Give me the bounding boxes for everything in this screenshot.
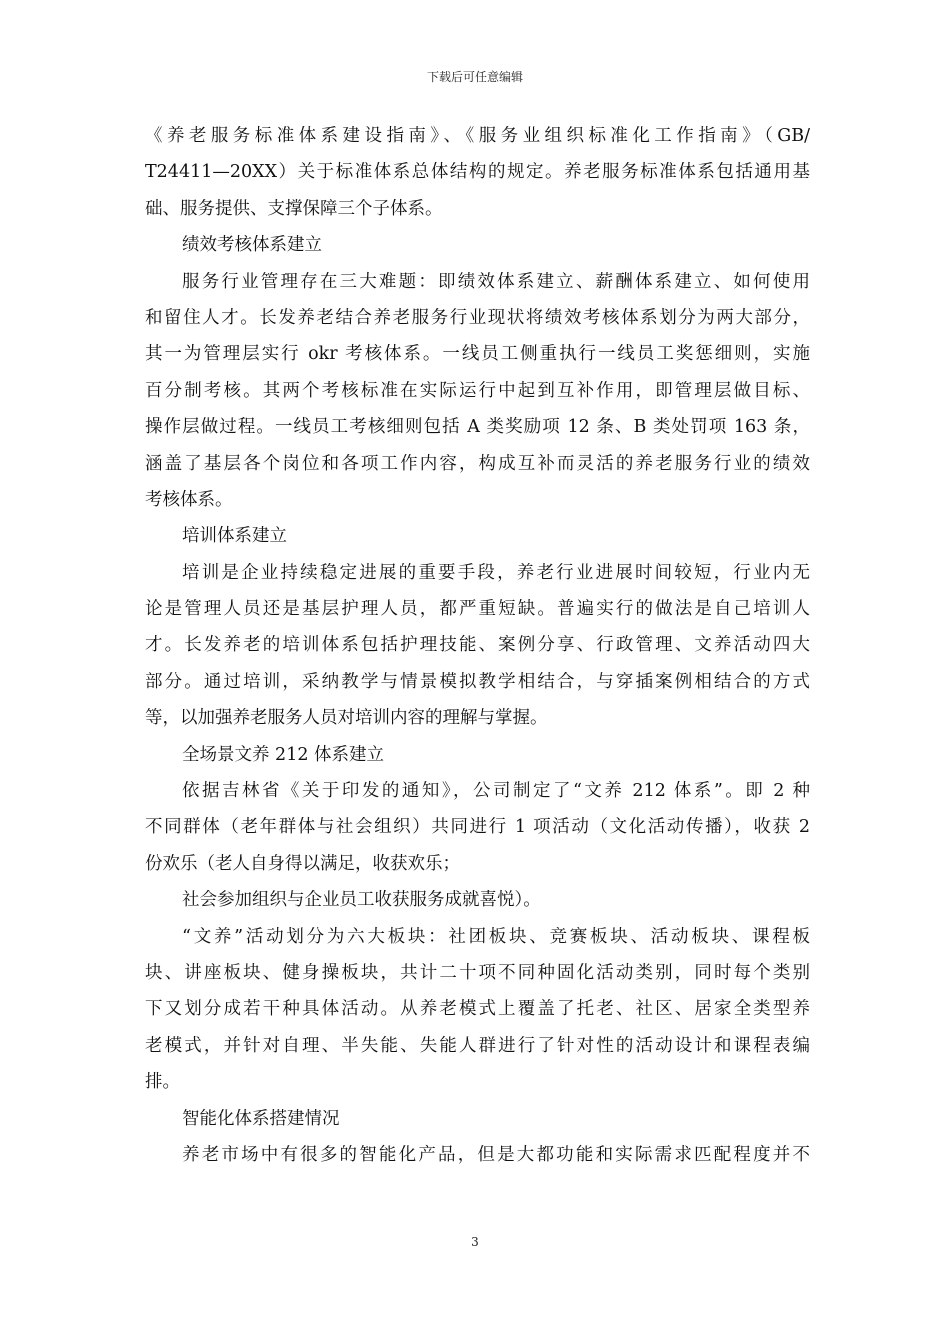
paragraph-line: 涵盖了基层各个岗位和各项工作内容，构成互补而灵活的养老服务行业的绩效 — [145, 453, 810, 474]
section-heading: 绩效考核体系建立 — [182, 235, 322, 256]
section-heading: 智能化体系搭建情况 — [182, 1108, 340, 1129]
paragraph-line: 《养老服务标准体系建设指南》、《服务业组织标准化工作指南》（GB/ — [145, 126, 810, 146]
paragraph-line: 养老市场中有很多的智能化产品，但是大都功能和实际需求匹配程度并不 — [182, 1144, 810, 1165]
paragraph — [145, 773, 810, 882]
document-body — [145, 118, 810, 1173]
paragraph-line: 部分。通过培训，采纳教学与情景模拟教学相结合，与穿插案例相结合的方式 — [145, 671, 810, 692]
section-heading: 全场景文养 212 体系建立 — [182, 744, 385, 765]
paragraph-line: 考核体系。 — [145, 489, 233, 510]
paragraph-line: 服务行业管理存在三大难题：即绩效体系建立、薪酬体系建立、如何使用 — [182, 271, 810, 292]
paragraph-line: 才。长发养老的培训体系包括护理技能、案例分享、行政管理、文养活动四大 — [145, 635, 810, 656]
paragraph-line: 不同群体（老年群体与社会组织）共同进行 1 项活动（文化活动传播），收获 2 — [145, 817, 810, 838]
paragraph — [145, 264, 810, 519]
paragraph-line: 块、讲座板块、健身操板块，共计二十项不同种固化活动类别，同时每个类别 — [145, 962, 810, 983]
page-number: 3 — [471, 1235, 479, 1249]
paragraph-line: T24411—20XX）关于标准体系总体结构的规定。养老服务标准体系包括通用基 — [145, 162, 810, 183]
paragraph-line: 论是管理人员还是基层护理人员，都严重短缺。普遍实行的做法是自己培训人 — [145, 599, 810, 620]
paragraph-line: 操作层做过程。一线员工考核细则包括 A 类奖励项 12 条、B 类处罚项 163 条， — [145, 417, 810, 438]
paragraph-line: 培训是企业持续稳定进展的重要手段，养老行业进展时间较短，行业内无 — [182, 562, 810, 583]
paragraph — [145, 1137, 810, 1173]
paragraph-line: 础、服务提供、支撑保障三个子体系。 — [145, 198, 443, 219]
paragraph — [145, 919, 810, 1101]
paragraph — [145, 882, 810, 918]
section-heading: 培训体系建立 — [182, 526, 287, 547]
paragraph — [145, 555, 810, 737]
paragraph-line: 和留住人才。长发养老结合养老服务行业现状将绩效考核体系划分为两大部分， — [145, 307, 810, 328]
paragraph-line: “文养”活动划分为六大板块：社团板块、竞赛板块、活动板块、课程板 — [182, 926, 810, 947]
paragraph-line: 排。 — [145, 1072, 180, 1093]
paragraph-line: 等，以加强养老服务人员对培训内容的理解与掌握。 — [145, 708, 548, 729]
paragraph-line: 其一为管理层实行 okr 考核体系。一线员工侧重执行一线员工奖惩细则，实施 — [145, 344, 810, 365]
paragraph — [145, 118, 810, 227]
paragraph-line: 下又划分成若干种具体活动。从养老模式上覆盖了托老、社区、居家全类型养 — [145, 999, 810, 1020]
paragraph-line: 依据吉林省《关于印发的通知》，公司制定了“文养 212 体系”。即 2 种 — [182, 781, 810, 802]
paragraph-line: 社会参加组织与企业员工收获服务成就喜悦）。 — [182, 890, 541, 911]
paragraph-line: 份欢乐（老人自身得以满足，收获欢乐； — [145, 853, 460, 874]
paragraph-line: 老模式，并针对自理、半失能、失能人群进行了针对性的活动设计和课程表编 — [145, 1035, 810, 1056]
page-header: 下载后可任意编辑 — [426, 70, 523, 84]
paragraph-line: 百分制考核。其两个考核标准在实际运行中起到互补作用，即管理层做目标、 — [145, 380, 810, 401]
